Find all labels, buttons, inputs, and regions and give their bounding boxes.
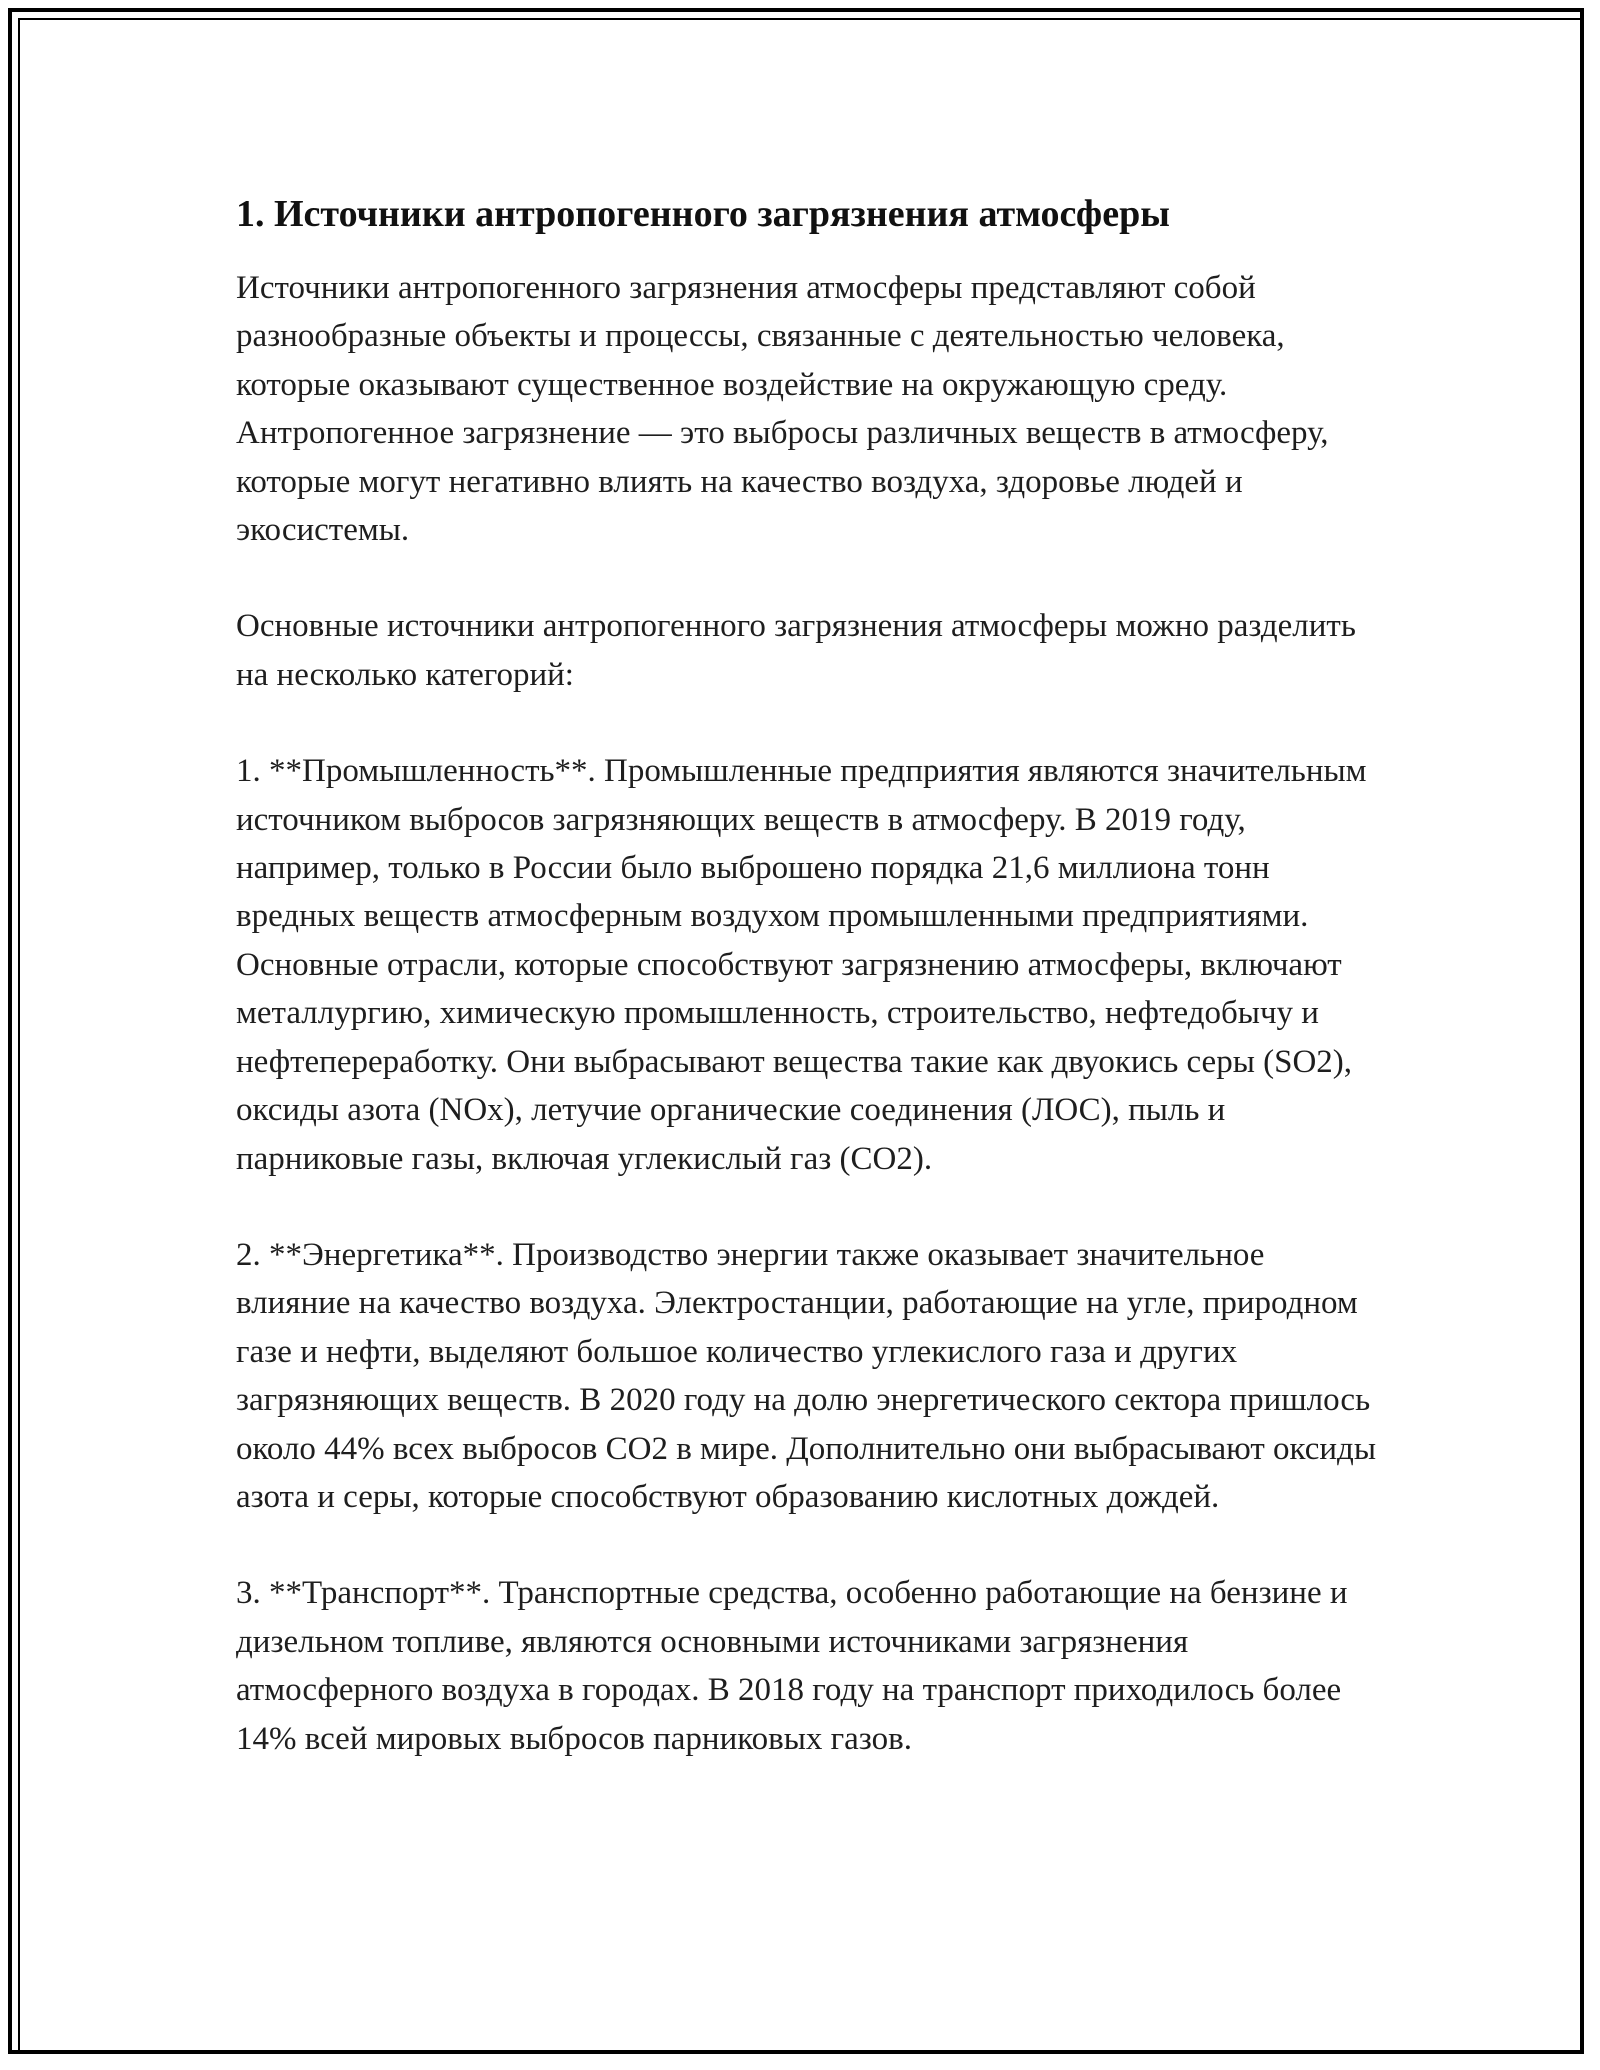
paragraph-intro: Источники антропогенного загрязнения атмосферы представляют собой разнообразные объекты и процессы, связанные с деятельностью человека, которые оказывают существенное воздействие на окружающую среду. Антропогенное загрязнение — это выбросы различных веществ в атмосферу, которые могут негативно влиять на качество воздуха, здоровье людей и экосистемы. <box>236 270 1329 549</box>
section-heading: 1. Источники антропогенного загрязнения атмосферы <box>236 193 1170 235</box>
paragraph-categories: Основные источники антропогенного загрязнения атмосферы можно разделить на несколько категорий: <box>236 608 1356 693</box>
paragraph-energy: 2. **Энергетика**. Производство энергии также оказывает значительное влияние на качество воздуха. Электростанции, работающие на угле, природном газе и нефти, выделяют большое количество углекислого газа и других загрязняющих веществ. В 2020 году на долю энергетического сектора пришлось около 44% всех выбросов CO2 в мире. Дополнительно они выбрасывают оксиды азота и серы, которые способствуют образованию кислотных дождей. <box>236 1236 1376 1515</box>
paragraph-industry: 1. **Промышленность**. Промышленные предприятия являются значительным источником выбросов загрязняющих веществ в атмосферу. В 2019 году, например, только в России было выброшено порядка 21,6 миллиона тонн вредных веществ атмосферным воздухом промышленными предприятиями. Основные отрасли, которые способствуют загрязнению атмосферы, включают металлургию, химическую промышленность, строительство, нефтедобычу и нефтепереработку. Они выбрасывают вещества такие как двуокись серы (SO2), оксиды азота (NOx), летучие органические соединения (ЛОС), пыль и парниковые газы, включая углекислый газ (CO2). <box>236 753 1367 1177</box>
paragraph-transport: 3. **Транспорт**. Транспортные средства, особенно работающие на бензине и дизельном топливе, являются основными источниками загрязнения атмосферного воздуха в городах. В 2018 году на транспорт приходилось более 14% всей мировых выбросов парниковых газов. <box>236 1575 1348 1757</box>
document-body <box>236 186 1386 1811</box>
